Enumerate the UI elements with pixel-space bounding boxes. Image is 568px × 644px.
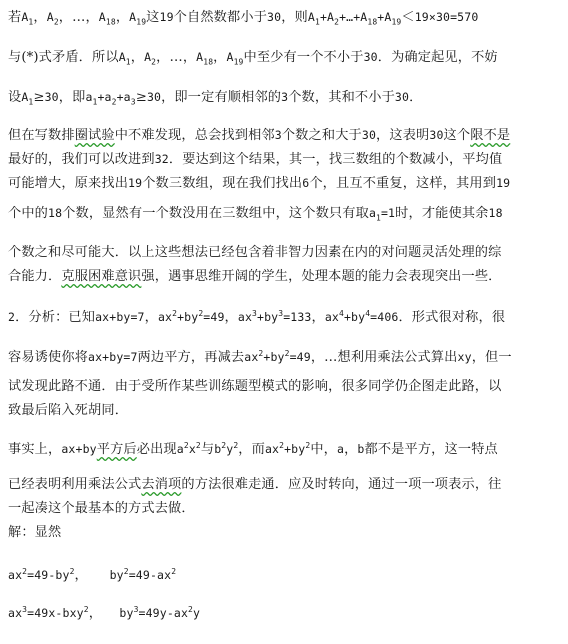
text-line-11: 容易诱使你将ax+by=7两边平方，再减去$ax^2+by^2=49$，…想利用乘法公式算出xy，但一 [8, 349, 512, 365]
text-line-16: 一起凑这个最基本的方式去做． [8, 501, 195, 516]
text-line-12: 试发现此路不通．由于受所作某些训练题型模式的影响，很多同学仍企图走此路，以 [8, 379, 502, 394]
text-line-4: 但在写数排圈试验中不难发现，总会找到相邻3个数之和大于30，这表明30这个限不是 [8, 128, 511, 143]
text-line-5: 最好的，我们可以改进到32．要达到这个结果，其一，找三数组的个数减小，平均值 [8, 152, 503, 167]
text-line-8: 个数之和尽可能大．以上这些想法已经包含着非智力因素在内的对问题灵活处理的综 [8, 245, 502, 260]
text-line-3: 设$A_1\ge 30$，即$a_1+a_2+a_3\ge 30$，即一定有顺相邻的3个数，其和不小于30． [8, 90, 423, 107]
text-line-10: 2．分析：已知ax+by=7，$ax^2+by^2=49$，$ax^3+by^3=133$，$ax^4+by^4=406$．形式很对称，很 [8, 309, 506, 325]
text-line-13: 致最后陷入死胡同． [8, 403, 129, 418]
text-line-9: 合能力．克服困难意识强，遇事思维开阔的学生，处理本题的能力会表现突出一些． [8, 269, 502, 284]
text-line-19: $ax^3=49x-bxy^2$， $by^3=49y-ax^2y$ [8, 605, 201, 621]
text-line-7: 个中的18个数，显然有一个数没用在三数组中，这个数只有取$a_1=1$时，才能使其余18 [8, 206, 503, 223]
text-line-17: 解：显然 [8, 525, 62, 540]
text-line-1: 若$A_1$，$A_2$，…，$A_{18}$，$A_{19}$这19个自然数都小于30，则$A_1+A_2+\dots+A_{18}+A_{19}<19\times 30=570$ [8, 10, 479, 27]
text-line-15: 已经表明利用乘法公式去消项的方法很难走通．应及时转向，通过一项一项表示，往 [8, 477, 502, 492]
text-line-18: $ax^2=49-by^2$， $by^2=49-ax^2$ [8, 567, 177, 583]
text-line-14: 事实上，ax+by平方后必出现$a^2x^2$与$b^2y^2$，而$ax^2+by^2$中，a，b都不是平方，这一特点 [8, 441, 498, 457]
text-line-6: 可能增大，原来找出19个数三数组，现在我们找出6个，且互不重复，这样，其用到19 [8, 176, 511, 191]
text-line-2: 与(*)式矛盾．所以$A_1$，$A_2$，…，$A_{18}$，$A_{19}$中至少有一个不小于30．为确定起见，不妨 [8, 50, 498, 67]
